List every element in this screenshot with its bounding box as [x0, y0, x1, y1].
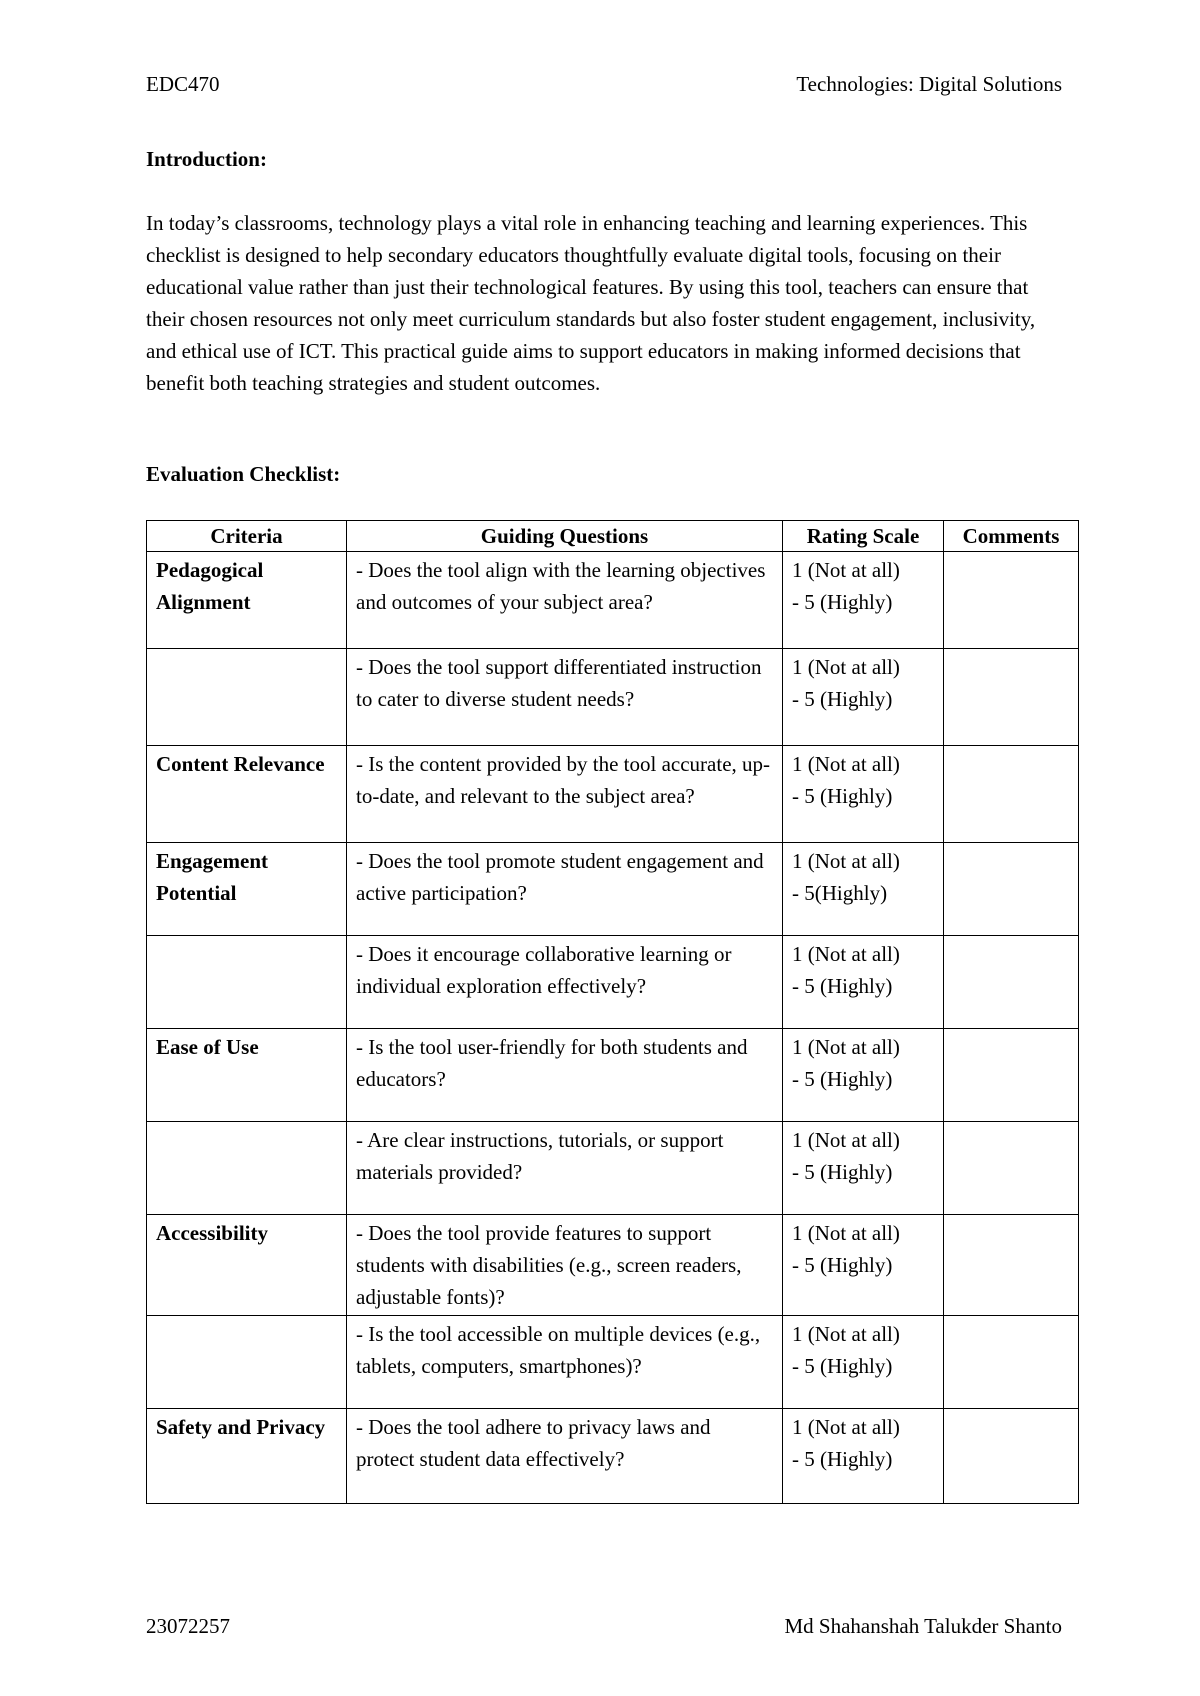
criteria-cell [147, 936, 347, 1029]
rating-high: - 5 (Highly) [792, 1253, 893, 1277]
comments-cell[interactable] [944, 1316, 1079, 1409]
question-cell: - Is the tool user-friendly for both students and educators? [347, 1029, 783, 1122]
criteria-cell: Safety and Privacy [147, 1409, 347, 1504]
rating-cell [783, 1409, 944, 1504]
question-cell: - Does the tool align with the learning objectives and outcomes of your subject area? [347, 552, 783, 649]
rating-low: 1 (Not at all) [792, 849, 900, 873]
rating-high: - 5 (Highly) [792, 687, 893, 711]
table-row [147, 1029, 1079, 1122]
comments-cell[interactable] [944, 1215, 1079, 1316]
question-cell: - Is the content provided by the tool accurate, up-to-date, and relevant to the subject area? [347, 746, 783, 843]
rating-high: - 5 (Highly) [792, 1160, 893, 1184]
table-row [147, 552, 1079, 649]
criteria-cell [147, 1316, 347, 1409]
comments-cell[interactable] [944, 936, 1079, 1029]
rating-high: - 5 (Highly) [792, 1067, 893, 1091]
criteria-cell [147, 1122, 347, 1215]
column-header-questions: Guiding Questions [347, 521, 783, 552]
criteria-cell: Ease of Use [147, 1029, 347, 1122]
rating-cell [783, 936, 944, 1029]
rating-cell [783, 1215, 944, 1316]
rating-high: - 5 (Highly) [792, 1447, 893, 1471]
question-cell: - Does it encourage collaborative learning or individual exploration effectively? [347, 936, 783, 1029]
checklist-heading: Evaluation Checklist: [146, 462, 341, 486]
question-cell: - Does the tool promote student engagement and active participation? [347, 843, 783, 936]
criteria-cell: Engagement Potential [147, 843, 347, 936]
column-header-criteria: Criteria [147, 521, 347, 552]
introduction-paragraph: In today’s classrooms, technology plays a vital role in enhancing teaching and learning experiences. This checklist is designed to help secondary educators thoughtfully evaluate digital tools, focusing on their educational value rather than just their technological features. By using this tool, teachers can ensure that their chosen resources not only meet curriculum standards but also foster student engagement, inclusivity, and ethical use of ICT. This practical guide aims to support educators in making informed decisions that benefit both teaching strategies and student outcomes. [146, 211, 1036, 395]
table-row [147, 1215, 1079, 1316]
rating-high: - 5 (Highly) [792, 1354, 893, 1378]
rating-low: 1 (Not at all) [792, 1415, 900, 1439]
question-cell: - Does the tool support differentiated instruction to cater to diverse student needs? [347, 649, 783, 746]
page-footer [146, 1614, 1062, 1639]
column-header-rating: Rating Scale [783, 521, 944, 552]
rating-low: 1 (Not at all) [792, 942, 900, 966]
rating-low: 1 (Not at all) [792, 752, 900, 776]
rating-high: - 5 (Highly) [792, 784, 893, 808]
rating-low: 1 (Not at all) [792, 655, 900, 679]
comments-cell[interactable] [944, 649, 1079, 746]
rating-low: 1 (Not at all) [792, 1035, 900, 1059]
table-row [147, 649, 1079, 746]
comments-cell[interactable] [944, 746, 1079, 843]
criteria-cell: Content Relevance [147, 746, 347, 843]
rating-high: - 5 (Highly) [792, 974, 893, 998]
table-row [147, 843, 1079, 936]
question-cell: - Does the tool provide features to support students with disabilities (e.g., screen readers, adjustable fonts)? [347, 1215, 783, 1316]
column-header-comments: Comments [944, 521, 1079, 552]
rating-cell [783, 1316, 944, 1409]
page-header [146, 72, 1062, 97]
rating-cell [783, 552, 944, 649]
course-code: EDC470 [146, 72, 220, 96]
rating-low: 1 (Not at all) [792, 558, 900, 582]
criteria-cell: Pedagogical Alignment [147, 552, 347, 649]
table-row [147, 936, 1079, 1029]
rating-cell [783, 746, 944, 843]
table-header-row [147, 521, 1079, 552]
rating-high: - 5(Highly) [792, 881, 888, 905]
student-id: 23072257 [146, 1614, 230, 1638]
question-cell: - Are clear instructions, tutorials, or support materials provided? [347, 1122, 783, 1215]
comments-cell[interactable] [944, 843, 1079, 936]
rating-low: 1 (Not at all) [792, 1322, 900, 1346]
criteria-cell: Accessibility [147, 1215, 347, 1316]
introduction-heading: Introduction: [146, 147, 267, 171]
comments-cell[interactable] [944, 1029, 1079, 1122]
comments-cell[interactable] [944, 552, 1079, 649]
rating-low: 1 (Not at all) [792, 1221, 900, 1245]
table-row [147, 1122, 1079, 1215]
rating-cell [783, 649, 944, 746]
question-cell: - Does the tool adhere to privacy laws and protect student data effectively? [347, 1409, 783, 1504]
criteria-cell [147, 649, 347, 746]
question-cell: - Is the tool accessible on multiple devices (e.g., tablets, computers, smartphones)? [347, 1316, 783, 1409]
rating-cell [783, 1122, 944, 1215]
course-title: Technologies: Digital Solutions [796, 72, 1062, 96]
table-row [147, 746, 1079, 843]
comments-cell[interactable] [944, 1409, 1079, 1504]
rating-cell [783, 843, 944, 936]
rating-low: 1 (Not at all) [792, 1128, 900, 1152]
comments-cell[interactable] [944, 1122, 1079, 1215]
rating-high: - 5 (Highly) [792, 590, 893, 614]
author-name: Md Shahanshah Talukder Shanto [784, 1614, 1062, 1638]
rating-cell [783, 1029, 944, 1122]
table-row [147, 1409, 1079, 1504]
evaluation-checklist-table [146, 520, 1079, 1504]
table-row [147, 1316, 1079, 1409]
